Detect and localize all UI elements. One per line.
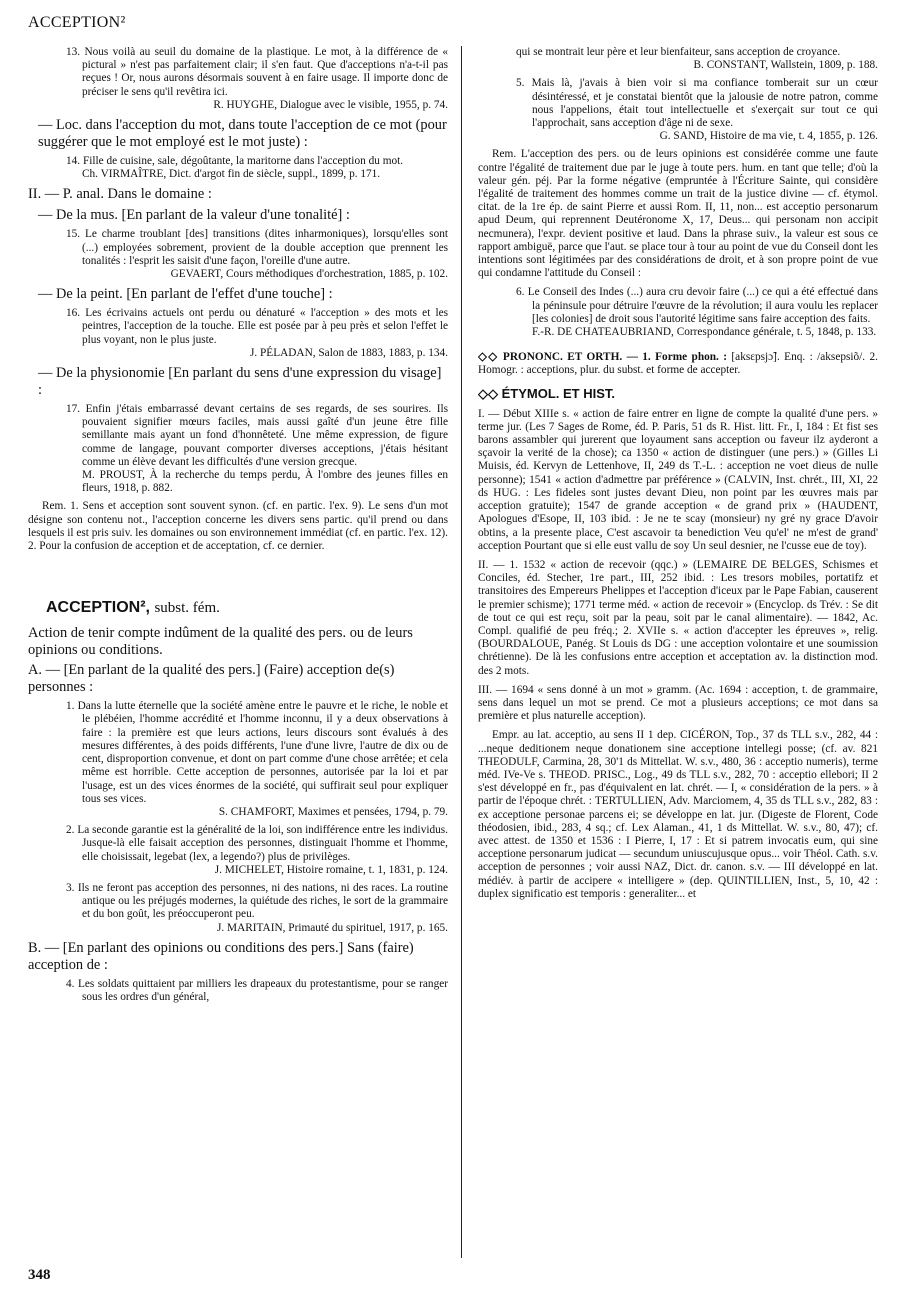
pronunciation-section: [478, 351, 878, 377]
etymology-ii: II. — 1. 1532 « action de recevoir (qqc.) » (LEMAIRE DE BELGES, Schismes et Conciles, éd. Stecher, 1re part., III, 252 ibid. : Les tresors mobiles, portatifz et transitoires des Empereurs Phelippes et l'acception d'iceux par le Pape Fabian, causerent le premier schisme); 1771 terme méd. « action de recevoir » (Encyclop. ds Trév. : Se dit de tout ce qui est reçu, soit par la peau, soit par le canal alimentaire). — 1842, Ac. Compl. qualifié de peu fréq.; 2. XVIIe s. « action d'accepter les épreuves », relig. (BOURDALOUE, Panég. St Louis ds DG : une acception volontaire et une soumission chrétienne). De là les confusions entre acception et acceptation av. la distinction mod. des 2 mots.: [478, 558, 878, 677]
example-source: F.-R. DE CHATEAUBRIAND, Correspondance générale, t. 5, 1848, p. 133.: [532, 326, 877, 339]
example-source: J. PÉLADAN, Salon de 1883, 1883, p. 134.: [249, 346, 448, 359]
example-16: [66, 307, 448, 360]
example-text: Les soldats quittaient par milliers les drapeaux du protestantisme, pour se ranger sous les ordres d'un général,: [77, 977, 448, 1003]
example-text: qui se montrait leur père et leur bienfaiteur, sans acception de croyance.: [516, 46, 841, 58]
running-header: ACCEPTION²: [28, 14, 126, 31]
etymology-heading: ◇◇ ÉTYMOL. ET HIST.: [478, 385, 616, 401]
example-number: 3.: [66, 881, 75, 894]
example-text: Nous voilà au seuil du domaine de la plastique. Le mot, à la différence de « pictural » n'est pas parfaitement clair; il s'en faut. Que d'acceptions n'a-t-il pas reçues ! Or, nous aurons désormais souvent à en faire usage. Il importe donc de préciser le sens qu'il revêtira ici.: [82, 46, 448, 98]
example-number: 2.: [66, 824, 75, 837]
example-text: Les écrivains actuels ont perdu ou dénaturé « l'acception » des mots et les peintres, l'acception de la touche. Elle est posée par à peu près et selon l'effet le plus voyant, non le plus juste.: [82, 307, 448, 346]
section-a: A. — [En parlant de la qualité des pers.] (Faire) acception de(s) personnes :: [28, 662, 395, 696]
example-source: B. CONSTANT, Wallstein, 1809, p. 188.: [693, 59, 878, 72]
locution: — Loc. dans l'acception du mot, dans toute l'acception de ce mot (pour suggérer que le mot employé est le mot juste) :: [38, 117, 447, 151]
example-text: Mais là, j'avais à bien voir si ma confiance tomberait sur un cœur désintéressé, et je constatai bientôt que la jalousie de notre patron, comme nous l'appelions, était tout intellectuelle et s'exerçait sur tout ce qui l'approchait, sans acception d'âge ni de sexe.: [531, 77, 878, 130]
example-number: 14.: [66, 155, 81, 168]
example-number: 4.: [66, 977, 75, 990]
pronunciation-text: [aksɛpsjɔ̃]. Enq. : /aksepsiõ/. 2. Homogr. : acceptions, plur. du subst. et forme de accepter.: [478, 351, 878, 377]
example-5: [516, 77, 878, 143]
example-14: [66, 155, 448, 181]
example-text: Fille de cuisine, sale, dégoûtante, la maritorne dans l'acception du mot.: [82, 155, 404, 168]
example-number: 13.: [66, 46, 81, 58]
headword: ACCEPTION²,: [46, 599, 150, 617]
example-number: 5.: [516, 77, 525, 90]
example-text: Enfin j'étais embarrassé devant certains de ses regards, de ses sourires. Ils pouvaient signifier mœurs faciles, mais aussi gaîté d'un jeune être fille semillante mais ayant un fond d'honnêteté. Une même expression, de figure comme de langage, pouvant comporter diverses acceptions, j'étais hésitant comme un élève devant les difficultés d'une version grecque.: [82, 403, 448, 468]
grammatical-category: subst. fém.: [154, 600, 220, 617]
example-text: Ils ne feront pas acception des personnes, ni des nations, ni des races. La routine antique ou les préjugés modernes, la quiétude des riches, le sort de la grammaire et du bon goût, les préoccuperont peu.: [77, 881, 448, 921]
example-3: [66, 882, 448, 935]
example-number: 6.: [516, 286, 525, 299]
subsection-peint: — De la peint. [En parlant de l'effet d'une touche] :: [38, 286, 333, 303]
section-b: B. — [En parlant des opinions ou conditions des pers.] Sans (faire) acception de :: [28, 939, 414, 973]
column-divider: [461, 46, 462, 1258]
subsection-mus: — De la mus. [En parlant de la valeur d'une tonalité] :: [38, 207, 350, 224]
example-text: Le charme troublant [des] transitions (dites inharmoniques), lorsqu'elles sont (...) employées sobrement, provient de la double acception que prennent les tonalités : l'esprit les saisit d'une façon, l'oreille d'une autre.: [82, 228, 448, 267]
example-source: J. MARITAIN, Primauté du spirituel, 1917, p. 165.: [217, 921, 448, 934]
etymology-iii: III. — 1694 « sens donné à un mot » gramm. (Ac. 1694 : acception, t. de grammaire, sens dans lequel un mot se prend. Ce mot a plusieurs acceptions; ce mot dans sa première et plus naturelle acception).: [478, 683, 878, 723]
example-15: [66, 228, 448, 281]
example-source: G. SAND, Histoire de ma vie, t. 4, 1855, p. 126.: [659, 130, 878, 143]
example-number: 17.: [66, 403, 81, 416]
example-text: La seconde garantie est la généralité de la loi, son indifférence entre les individus. Jusque-là elle faisait acception des personnes, distinguait l'homme et l'homme, elle choisissait, legebat (lex, a legendo?) plus de privilèges.: [77, 824, 448, 863]
etymology-i: I. — Début XIIIe s. « action de faire entrer en ligne de compte la qualité d'une pers. » terme jur. (Les 7 Sages de Rome, éd. P. Paris, 51 ds R. Hist. litt. Fr., I, 184 : Et fist ses barons assambler qui jurerent que loyaument sans acception ou faveur ilz ayderont a sçavoir la verité de la chose); ca 1350 « action de distinguer (une pers.) » (Gilles Li Muisis, éd. Kervyn de Lettenhove, II, 249 ds T.-L. : acception ne voet dieus de nulle personne); 1541 « action d'admettre par préférence » (CALVIN, Inst. chrét., III, XI, 22 ds HUG. : Les fideles sont justes devant Dieu, non point par les œuvres mais par acception gratuite); 1547 de grande acception « de grand prix » (HAUDENT, Apologues d'Esope, II, 103 ibid. : Je ne te scay (monsieur) ny gré ny grace D'avoir obtins, a la presente place, C'est ascavoir ta benediction Veu qu'el' ne m'est de grand' acception Pourtant que si elle eust vallu de soy Un seul desnier, ne l'cusse eue de toy).: [478, 407, 878, 552]
example-4-continued: [516, 46, 878, 72]
example-text: Dans la lutte éternelle que la société amène entre le pauvre et le riche, le noble et le plébéien, l'homme accrédité et l'homme inconnu, il y a deux observations à faire : la première est que leurs actions, leurs discours sont évalués à des mesures différentes, à des poids différents, l'une d'une livre, l'autre de dix ou de cent, disproportion convenue, et dont on part comme d'une chose arrêtée; et cela même est horrible. Cette acception de personnes, autorisée par la loi et par l'usage, est un des vices énormes de la société, qui suffirait seul pour expliquer tous ses vices.: [77, 700, 448, 805]
example-17: [66, 403, 448, 495]
example-2: [66, 824, 448, 877]
example-source: GEVAERT, Cours méthodiques d'orchestration, 1885, p. 102.: [170, 268, 448, 281]
left-column: [28, 46, 448, 1264]
example-number: 1.: [66, 700, 75, 713]
example-source: R. HUYGHE, Dialogue avec le visible, 1955, p. 74.: [213, 98, 448, 111]
remark: Rem. 1. Sens et acception sont souvent synon. (cf. en partic. l'ex. 9). Le sens d'un mot désigne son contenu not., l'acception concerne les divers sens partic. qu'il prend ou dans lesquels il est pris suiv. les domaines ou son environnement immédiat (cf. en partic. l'ex. 12). 2. Pour la confusion de acception et de acceptation, cf. ce dernier.: [28, 500, 448, 553]
pronunciation-heading: ◇◇ PRONONC. ET ORTH. — 1. Forme phon. :: [478, 351, 728, 364]
example-13: [66, 46, 448, 112]
example-text: Le Conseil des Indes (...) aura cru devoir faire (...) ce qui a été effectué dans la péninsule pour détruire l'œuvre de la révolution; il aura voulu les replacer [les colonies] de droit sous l'autorité légitime sans faire acception des faits.: [527, 286, 878, 325]
example-source: Ch. VIRMAÎTRE, Dict. d'argot fin de siècle, suppl., 1899, p. 171.: [82, 168, 381, 181]
example-source: M. PROUST, À la recherche du temps perdu, À l'ombre des jeunes filles en fleurs, 1918, p. 882.: [82, 469, 448, 495]
entry-headword: [46, 599, 448, 617]
remark: Rem. L'acception des pers. ou de leurs opinions est considérée comme une faute contre l'égalité de traitement due par le juge à toute pers. hum. en tant que telle; d'où la valeur gén. péj. Par la forme négative (empruntée à l'Écriture Sainte, qui considère l'égalité de traitement des hommes comme un trait de la justice divine — cf. étymol. citat. de la 1re ép. de saint Pierre et aussi Rom. II, 11, non... est acceptio personarum apud Deum, qui reprennent Deutéronome X, 17, Deus... qui personam non accipit necmunera), l'expr. devient positive et laud. Dans la phrase suiv., la valeur est sous ce rapport ambiguë, parce que l'aut. se place tour à tour au point de vue du Conseil dont les intentions sont légitimées par des considérations de droit, et à son propre point de vue qui condamne l'attitude du Conseil :: [478, 148, 878, 280]
section-ii: II. — P. anal. Dans le domaine :: [28, 186, 212, 203]
example-number: 15.: [66, 228, 81, 241]
right-column: [478, 46, 878, 1271]
subsection-physionomie: — De la physionomie [En parlant du sens d'une expression du visage] :: [38, 365, 442, 399]
page-number: 348: [28, 1267, 51, 1283]
example-source: S. CHAMFORT, Maximes et pensées, 1794, p. 79.: [218, 805, 448, 818]
definition: Action de tenir compte indûment de la qualité des pers. ou de leurs opinions ou conditions.: [28, 625, 413, 659]
example-source: J. MICHELET, Histoire romaine, t. 1, 1831, p. 124.: [214, 863, 448, 876]
example-6: [516, 286, 878, 339]
etymology-borrowing: Empr. au lat. acceptio, au sens II 1 dep. CICÉRON, Top., 37 ds TLL s.v., 282, 44 : ...neque deditionem neque donationem sine acceptione intellegi posse; (cf. av. 821 THEODULF, Carmina, 28, 30'1 ds Mittellat. W. s.v., 480, 36 : acceptio numeris), terme méd. IVe-Ve s. THEOD. PRISC., Log., 49 ds TLL s.v., 282, 70 : acceptio ellebori; II 2 s'est développé en fr., pas d'équivalent en lat. chrét. — I, « considération de la pers. » à partir de l'époque chrét. : TERTULLIEN, Adv. Marciomem, 4, 35 ds TLL s.v., 282, 83 : ex acceptione personae parcens ei; se développe en lat. jur. (Digeste de Florent, Code théodosien, ibid., 283, 4 sq.; cf. Lex Alaman., 41, 1 ds Mittellat. W. s.v., 80, 47); cf. avec attest. de 1350 et 1536 : I Pierre, I, 17 : Et si patrem invocatis eum, qui sine acceptione personarum judicat — secundum uniuscujusque opus... voir Théol. Cath. s.v. acception de personnes ; voir aussi NAZ, Dict. dr. canon. s.v. — III développé en lat. médiév. à partir de accipere « intelligere » (dep. QUINTILLIEN, Inst., 5, 10, 42 : duplex significatio est temporis : generaliter... et: [478, 729, 878, 900]
example-1: [66, 700, 448, 819]
example-number: 16.: [66, 307, 81, 320]
example-4: [66, 978, 448, 1004]
